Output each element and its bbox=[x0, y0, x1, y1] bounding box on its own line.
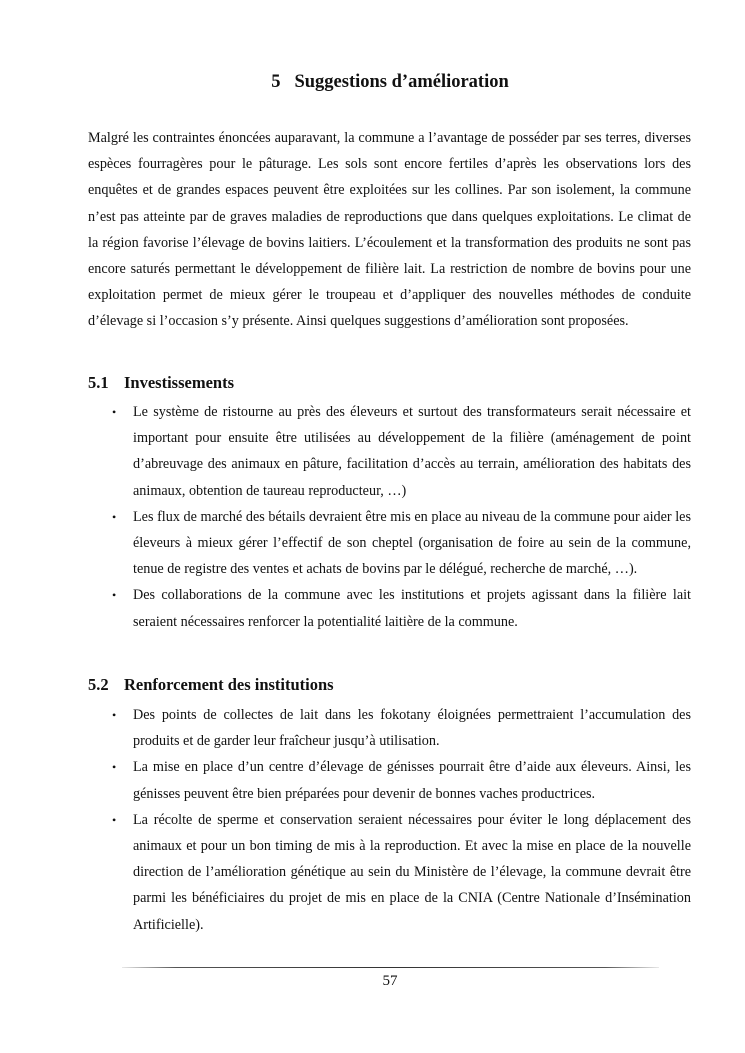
bullet-icon: • bbox=[112, 509, 117, 524]
bullet-icon: • bbox=[112, 760, 117, 775]
bullet-list-renforcement bbox=[88, 702, 691, 938]
chapter-title-text: Suggestions d’amélioration bbox=[294, 72, 509, 92]
bullet-list-investissements bbox=[88, 399, 691, 635]
list-item bbox=[88, 582, 691, 634]
footer-divider bbox=[122, 967, 659, 968]
bullet-icon: • bbox=[112, 812, 117, 827]
section-heading-renforcement bbox=[88, 674, 708, 696]
bullet-icon: • bbox=[112, 588, 117, 603]
list-item-text: La récolte de sperme et conservation seraient nécessaires pour éviter le long déplacement des animaux et pour un bon timing de mis à la reproduction. Et avec la mise en place de la nouvelle direction de l’amélioration génétique au sein du Ministère de l’élevage, la commune devrait être parmi les bénéficiaires du projet de mis en place de la CNIA (Centre Nationale d’Insémination Artificielle). bbox=[133, 811, 691, 933]
bullet-icon: • bbox=[112, 405, 117, 419]
section-number: 5.1 bbox=[88, 373, 109, 392]
list-item bbox=[88, 807, 691, 938]
section-title: Renforcement des institutions bbox=[124, 675, 334, 694]
chapter-number: 5 bbox=[271, 72, 281, 92]
list-item-text: Le système de ristourne au près des éleveurs et surtout des transformateurs serait nécessaire et important pour ensuite être utilisées au développement de la filière (aménagement de point d’abreuvage des animaux en pâture, facilitation d’accès au terrain, amélioration des habitats des animaux, obtention de taureau reproducteur, …) bbox=[133, 404, 691, 499]
page-number: 57 bbox=[382, 973, 398, 989]
chapter-title bbox=[0, 70, 745, 94]
intro-paragraph: Malgré les contraintes énoncées auparavant, la commune a l’avantage de posséder par ses terres, diverses espèces fourragères pour le pâturage. Les sols sont encore fertiles d’après les observations lors des enquêtes et de grandes espaces peuvent être exploitées sur les collines. Par son isolement, la commune n’est pas atteinte par de graves maladies de reproductions que dans quelques exploitations. Le climat de la région favorise l’élevage de bovins laitiers. L’écoulement et la transformation des produits ne sont pas encore saturés permettant le développement de filière lait. La restriction de nombre de bovins pour une exploitation permet de mieux gérer le troupeau et d’appliquer des nouvelles méthodes de conduite d’élevage si l’occasion s’y présente. Ainsi quelques suggestions d’amélioration sont proposées. bbox=[88, 130, 691, 330]
list-item-text: Des points de collectes de lait dans les fokotany éloignées permettraient l’accumulation des produits et de garder leur fraîcheur jusqu’à utilisation. bbox=[133, 707, 691, 750]
list-item bbox=[88, 504, 691, 583]
list-item-text: La mise en place d’un centre d’élevage de génisses pourrait être d’aide aux éleveurs. Ainsi, les génisses peuvent être bien préparées pour devenir de bonnes vaches productrices. bbox=[133, 759, 691, 802]
list-item-text: Les flux de marché des bétails devraient être mis en place au niveau de la commune pour aider les éleveurs à mieux gérer l’effectif de son cheptel (organisation de foire au sein de la commune, tenue de registre des ventes et achats de bovins par le délégué, recherche de marché, …). bbox=[133, 508, 691, 578]
section-title: Investissements bbox=[124, 373, 234, 392]
list-item bbox=[88, 754, 691, 806]
section-number: 5.2 bbox=[88, 675, 109, 694]
bullet-icon: • bbox=[112, 708, 117, 722]
list-item bbox=[88, 702, 691, 754]
section-heading-investissements bbox=[88, 372, 708, 394]
list-item bbox=[88, 399, 691, 504]
list-item-text: Des collaborations de la commune avec les institutions et projets agissant dans la filière lait seraient nécessaires renforcer la potentialité laitière de la commune. bbox=[133, 587, 691, 630]
